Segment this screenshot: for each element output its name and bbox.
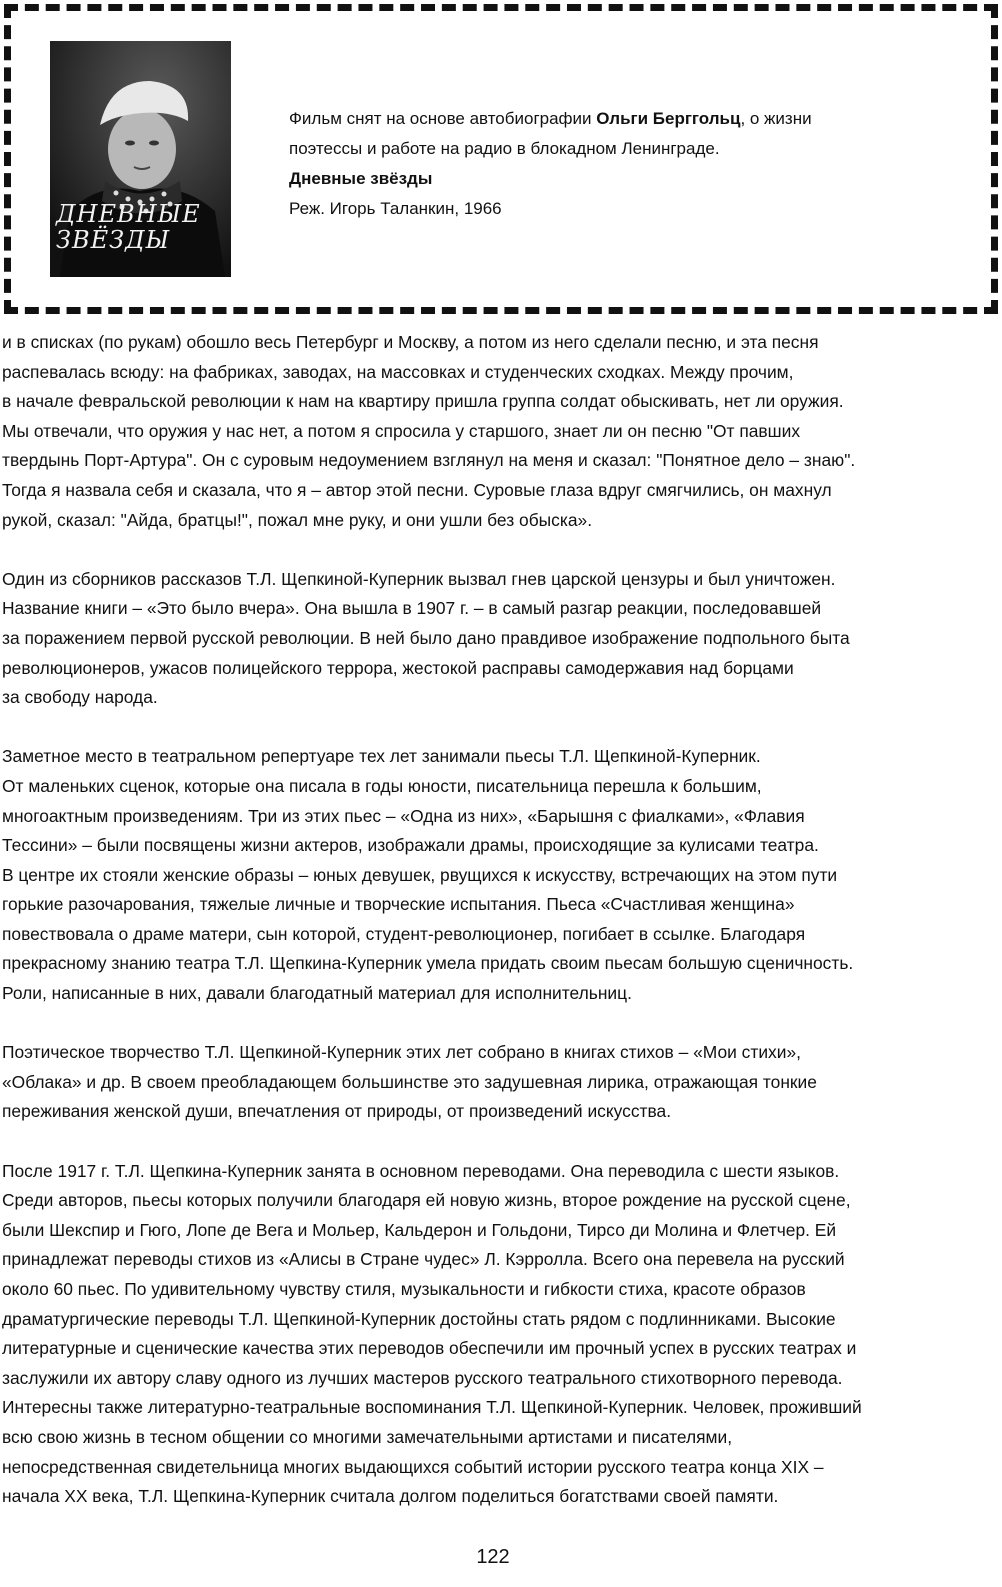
- text-line: за поражением первой русской революции. В ней было дано правдивое изображение подпольного быта: [2, 627, 850, 648]
- paragraph: [2, 565, 992, 713]
- paragraph: [2, 328, 992, 535]
- paragraph: [2, 1038, 992, 1127]
- film-description-line-2: поэтессы и работе на радио в блокадном Ленинграде.: [289, 139, 720, 158]
- film-description-line-1: [289, 104, 969, 134]
- text-line: драматургические переводы Т.Л. Щепкиной-Куперник достойны стать рядом с подлинниками. Высокие: [2, 1308, 836, 1329]
- text-line: Среди авторов, пьесы которых получили благодаря ей новую жизнь, второе рождение на русской сцене,: [2, 1190, 851, 1211]
- film-title: Дневные звёзды: [289, 169, 433, 188]
- text-line: заслужили их автору славу одного из лучших мастеров русского театрального стихотворного перевода.: [2, 1367, 843, 1388]
- text-line: революционеров, ужасов полицейского террора, жестокой расправы самодержавия над борцами: [2, 657, 794, 678]
- text-line: От маленьких сценок, которые она писала в годы юности, писательница перешла к большим,: [2, 775, 762, 796]
- text-line: рукой, сказал: "Айда, братцы!", пожал мне руку, и они ушли без обыска».: [2, 509, 593, 530]
- text-line: горькие разочарования, тяжелые личные и творческие испытания. Пьеса «Счастливая женщина»: [2, 894, 795, 915]
- description-text: , о жизни: [740, 109, 812, 128]
- text-line: за свободу народа.: [2, 687, 158, 708]
- text-line: Один из сборников рассказов Т.Л. Щепкиной-Куперник вызвал гнев царской цензуры и был уничтожен.: [2, 568, 836, 589]
- page-number: 122: [476, 1546, 510, 1568]
- text-line: Интересны также литературно-театральные воспоминания Т.Л. Щепкиной-Куперник. Человек, проживший: [2, 1397, 862, 1418]
- paragraph: [2, 1157, 992, 1512]
- text-line: Название книги – «Это было вчера». Она вышла в 1907 г. – в самый разгар реакции, последовавшей: [2, 598, 822, 619]
- text-line: многоактным произведениям. Три из этих пьес – «Одна из них», «Барышня с фиалками», «Флавия: [2, 805, 805, 826]
- text-line: были Шекспир и Гюго, Лопе де Вега и Мольер, Кальдерон и Гольдони, Тирсо ди Молина и Флетчер. Ей: [2, 1219, 837, 1240]
- text-line: повествовала о драме матери, сын которой, студент-революционер, погибает в ссылке. Благодаря: [2, 923, 806, 944]
- text-line: Мы отвечали, что оружия у нас нет, а потом я спросила у старшого, знает ли он песню "От павших: [2, 420, 801, 441]
- text-line: Заметное место в театральном репертуаре тех лет занимали пьесы Т.Л. Щепкиной-Куперник.: [2, 746, 761, 767]
- text-line: непосредственная свидетельница многих выдающихся событий истории русского театра конца XIX –: [2, 1456, 824, 1477]
- text-line: переживания женской души, впечатления от природы, от произведений искусства.: [2, 1101, 672, 1122]
- poster-title-line-2: ЗВЁЗДЫ: [56, 226, 171, 254]
- text-line: начала XX века, Т.Л. Щепкина-Куперник считала долгом поделиться богатствами своей памяти.: [2, 1486, 779, 1507]
- film-poster-image: [50, 41, 231, 277]
- text-line: Роли, написанные в них, давали благодатный материал для исполнительниц.: [2, 983, 632, 1004]
- text-line: распевалась всюду: на фабриках, заводах, на массовках и студенческих сходках. Между прочим,: [2, 361, 794, 382]
- text-line: прекрасному знанию театра Т.Л. Щепкина-Куперник умела придать своим пьесам большую сценичность.: [2, 953, 854, 974]
- text-line: После 1917 г. Т.Л. Щепкина-Куперник занята в основном переводами. Она переводила с шести языков.: [2, 1160, 840, 1181]
- text-line: «Облака» и др. В своем преобладающем большинстве это задушевная лирика, отражающая тонкие: [2, 1071, 817, 1092]
- text-line: твердынь Порт-Артура". Он с суровым недоумением взглянул на меня и сказал: "Понятное дело – знаю".: [2, 450, 856, 471]
- text-line: в начале февральской революции к нам на квартиру пришла группа солдат обыскивать, нет ли оружия.: [2, 391, 844, 412]
- text-line: В центре их стояли женские образы – юных девушек, рвущихся к искусству, встречающих на этом пути: [2, 864, 838, 885]
- text-line: Поэтическое творчество Т.Л. Щепкиной-Куперник этих лет собрано в книгах стихов – «Мои стихи»,: [2, 1042, 801, 1063]
- text-line: литературные и сценические качества этих переводов обеспечили им прочный успех в русских театрах и: [2, 1338, 857, 1359]
- text-line: около 60 пьес. По удивительному чувству стиля, музыкальности и гибкости стиха, красоте образов: [2, 1279, 806, 1299]
- description-text: Фильм снят на основе автобиографии: [289, 109, 597, 128]
- text-line: Тогда я назвала себя и сказала, что я – автор этой песни. Суровые глаза вдруг смягчились, он махнул: [2, 479, 832, 500]
- text-line: принадлежат переводы стихов из «Алисы в Стране чудес» Л. Кэрролла. Всего она перевела на русский: [2, 1249, 845, 1270]
- poster-title-line-1: ДНЕВНЫЕ: [56, 200, 201, 228]
- text-line: Тессини» – были посвящены жизни актеров, изображали драмы, происходящие за кулисами театра.: [2, 835, 819, 856]
- author-name: Ольги Берггольц: [596, 109, 741, 128]
- paragraph: [2, 742, 992, 1008]
- text-line: всю свою жизнь в тесном общении со многими замечательными артистами и писателями,: [2, 1426, 733, 1447]
- text-line: и в списках (по рукам) обошло весь Петербург и Москву, а потом из него сделали песню, и эта песня: [2, 332, 819, 352]
- article-body: [2, 328, 992, 1541]
- film-director: Реж. Игорь Таланкин, 1966: [289, 199, 502, 218]
- film-caption: [289, 104, 969, 224]
